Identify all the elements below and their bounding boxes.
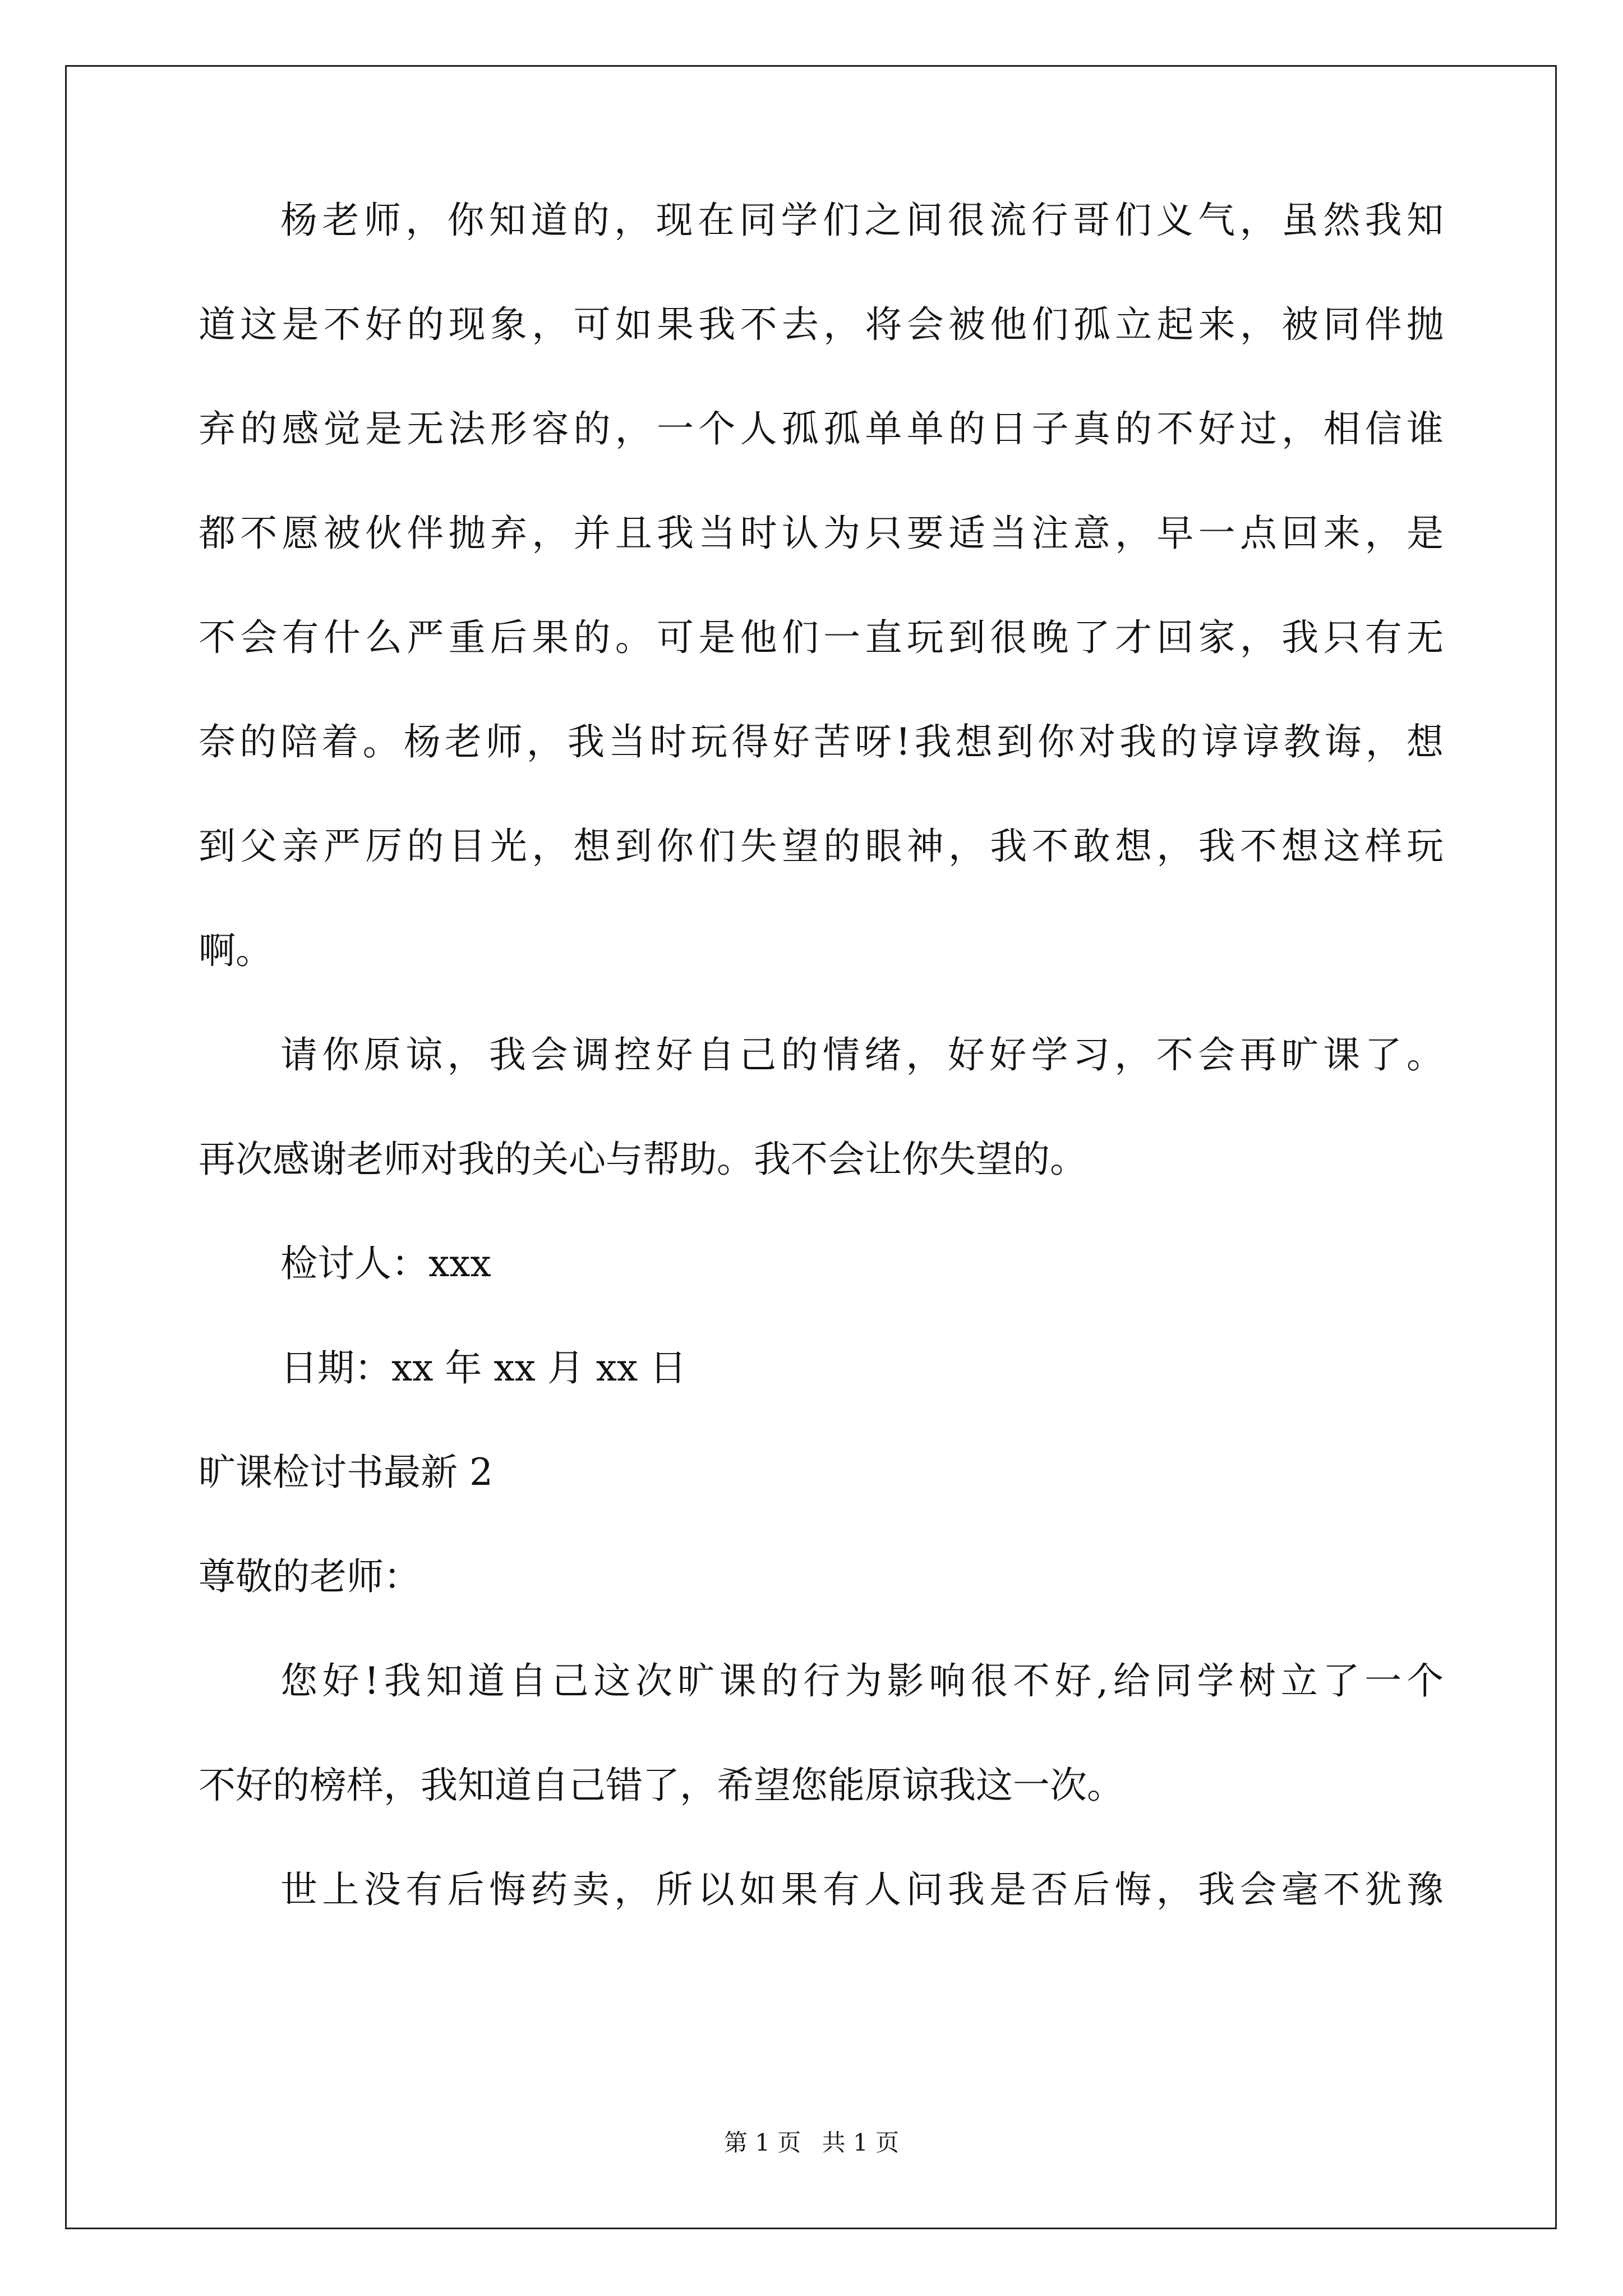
salutation: 尊敬的老师： <box>199 1555 421 1598</box>
paragraph-line-4: 都不愿被伙伴抛弃，并且我当时认为只要适当注意，早一点回来，是 <box>199 512 1444 555</box>
paragraph-line-8: 啊。 <box>199 929 273 972</box>
paragraph-line-6: 奈的陪着。杨老师，我当时玩得好苦呀!我想到你对我的谆谆教诲，想 <box>199 720 1444 763</box>
paragraph-line-10: 再次感谢老师对我的关心与帮助。我不会让你失望的。 <box>199 1138 1087 1181</box>
paragraph-line-9: 请你原谅，我会调控好自己的情绪，好好学习，不会再旷课了。 <box>280 1033 1444 1076</box>
page-number: 第 1 页 <box>723 2129 801 2156</box>
page-footer <box>0 2131 1623 2155</box>
date-line: 日期：xx 年 xx 月 xx 日 <box>280 1346 687 1389</box>
paragraph-line-2: 道这是不好的现象，可如果我不去，将会被他们孤立起来，被同伴抛 <box>199 303 1444 346</box>
paragraph-line-13: 世上没有后悔药卖，所以如果有人问我是否后悔，我会毫不犹豫 <box>280 1868 1444 1911</box>
signer-line: 检讨人：xxx <box>280 1242 491 1285</box>
paragraph-line-12: 不好的榜样，我知道自己错了，希望您能原谅我这一次。 <box>199 1764 1124 1807</box>
page-total: 共 1 页 <box>822 2129 900 2156</box>
paragraph-line-11: 您好!我知道自己这次旷课的行为影响很不好,给同学树立了一个 <box>280 1659 1444 1703</box>
paragraph-line-7: 到父亲严厉的目光，想到你们失望的眼神，我不敢想，我不想这样玩 <box>199 825 1444 868</box>
paragraph-line-3: 弃的感觉是无法形容的，一个人孤孤单单的日子真的不好过，相信谁 <box>199 407 1444 450</box>
section-title: 旷课检讨书最新 2 <box>199 1451 493 1494</box>
paragraph-line-5: 不会有什么严重后果的。可是他们一直玩到很晚了才回家，我只有无 <box>199 616 1444 659</box>
paragraph-line-1: 杨老师，你知道的，现在同学们之间很流行哥们义气，虽然我知 <box>280 199 1444 242</box>
